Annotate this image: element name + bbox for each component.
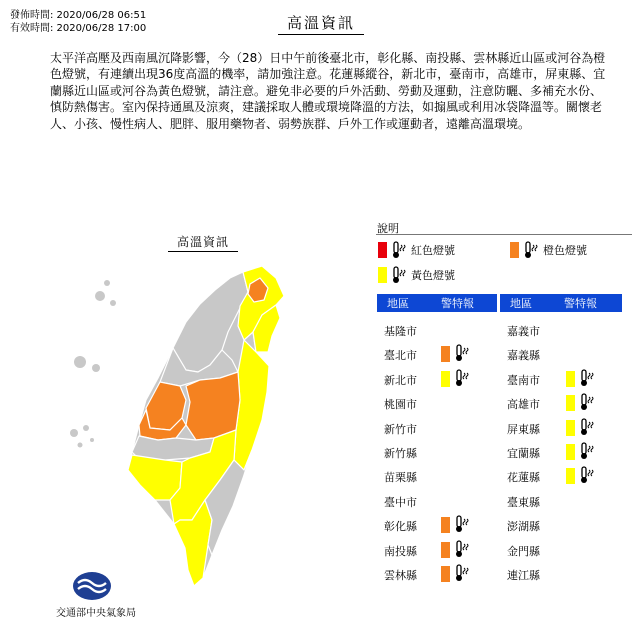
map-penghu-3 bbox=[78, 443, 83, 448]
signal-swatch bbox=[441, 346, 450, 362]
map-tainan bbox=[128, 455, 182, 500]
map-penghu-4 bbox=[90, 438, 94, 442]
thermometer-icon bbox=[454, 344, 470, 362]
thermometer-icon bbox=[579, 442, 595, 460]
legend-divider bbox=[376, 234, 632, 235]
region-name: 新北市 bbox=[384, 373, 417, 387]
table-row bbox=[384, 464, 494, 488]
region-name: 南投縣 bbox=[384, 544, 417, 558]
table-row bbox=[507, 391, 617, 415]
region-name: 彰化縣 bbox=[384, 520, 417, 534]
signal-swatch bbox=[566, 371, 575, 387]
table-row bbox=[384, 513, 494, 537]
signal-swatch bbox=[566, 444, 575, 460]
table-row bbox=[384, 562, 494, 586]
thermometer-icon bbox=[454, 369, 470, 387]
region-name: 屏東縣 bbox=[507, 422, 540, 436]
region-name: 嘉義縣 bbox=[507, 349, 540, 363]
table-row bbox=[507, 489, 617, 513]
issued-time: 發佈時間: 2020/06/28 06:51 bbox=[10, 10, 147, 21]
map-penghu-2 bbox=[83, 425, 89, 431]
legend-title: 說明 bbox=[377, 222, 399, 235]
map-matsu-1 bbox=[95, 291, 105, 301]
signal-swatch bbox=[441, 371, 450, 387]
region-name: 嘉義市 bbox=[507, 325, 540, 338]
region-name: 臺北市 bbox=[384, 349, 417, 363]
table-row bbox=[384, 391, 494, 415]
map-nantou bbox=[186, 372, 240, 440]
table-row bbox=[384, 489, 494, 513]
thermometer-icon bbox=[454, 515, 470, 533]
legend-orange bbox=[510, 241, 587, 259]
table-row bbox=[384, 440, 494, 464]
signal-swatch bbox=[566, 395, 575, 411]
thermometer-icon bbox=[454, 540, 470, 558]
table-row bbox=[384, 367, 494, 391]
thermometer-icon bbox=[579, 393, 595, 411]
legend-red bbox=[378, 241, 455, 259]
region-name: 雲林縣 bbox=[384, 568, 417, 582]
header-region: 地區 bbox=[510, 297, 532, 310]
legend-yellow bbox=[378, 266, 455, 284]
table-row bbox=[507, 513, 617, 537]
table-row bbox=[507, 318, 617, 342]
legend-red-swatch bbox=[378, 242, 387, 258]
table-left-column bbox=[384, 318, 494, 586]
warning-description: 太平洋高壓及西南風沉降影響，今（28）日中午前後臺北市，彰化縣、南投縣、雲林縣近山區或河谷為橙色燈號，有連續出現36度高溫的機率，請加強注意。花蓮縣縱谷，新北市，臺南市，高雄市，屏東縣、宜蘭縣近山區或河谷為黃色燈號，請注意。避免非必要的戶外活動、勞動及運動，注意防曬、多補充水份、慎防熱傷害。室內保持通風及涼爽，建議採取人體或環境降溫的方法，如搧風或利用冰袋降溫等。關懷老人、小孩、慢性病人、肥胖、服用藥物者、弱勢族群、戶外工作或運動者，遠離高溫環境。 bbox=[50, 51, 606, 131]
table-row bbox=[384, 342, 494, 366]
region-name: 基隆市 bbox=[384, 325, 417, 338]
table-row bbox=[507, 562, 617, 586]
legend-yellow-swatch bbox=[378, 267, 387, 283]
region-name: 宜蘭縣 bbox=[507, 446, 540, 460]
table-row bbox=[507, 464, 617, 488]
region-name: 苗栗縣 bbox=[384, 471, 417, 485]
table-row bbox=[507, 367, 617, 391]
region-name: 臺東縣 bbox=[507, 495, 540, 509]
map-kinmen-1 bbox=[74, 356, 86, 368]
table-row bbox=[507, 342, 617, 366]
table-row bbox=[507, 538, 617, 562]
region-name: 高雄市 bbox=[507, 398, 540, 412]
signal-swatch bbox=[441, 542, 450, 558]
cwb-logo-icon bbox=[72, 571, 112, 601]
region-name: 連江縣 bbox=[507, 568, 540, 582]
thermometer-icon bbox=[391, 266, 407, 284]
agency-name: 交通部中央氣象局 bbox=[56, 608, 136, 619]
signal-swatch bbox=[441, 517, 450, 533]
region-name: 金門縣 bbox=[507, 544, 540, 558]
table-row bbox=[384, 318, 494, 342]
thermometer-icon bbox=[391, 241, 407, 259]
table-row bbox=[507, 416, 617, 440]
table-row bbox=[507, 440, 617, 464]
table-row bbox=[384, 416, 494, 440]
header-signal: 警特報 bbox=[564, 297, 597, 310]
legend-orange-label: 橙色燈號 bbox=[543, 244, 587, 257]
region-name: 臺南市 bbox=[507, 373, 540, 387]
thermometer-icon bbox=[579, 466, 595, 484]
region-name: 桃園市 bbox=[384, 398, 417, 412]
table-right-column bbox=[507, 318, 617, 586]
region-name: 臺中市 bbox=[384, 495, 417, 509]
region-name: 新竹縣 bbox=[384, 446, 417, 460]
map-title: 高溫資訊 bbox=[168, 233, 238, 252]
table-header-left bbox=[377, 294, 497, 312]
legend-yellow-label: 黃色燈號 bbox=[411, 269, 455, 282]
region-name: 新竹市 bbox=[384, 422, 417, 436]
thermometer-icon bbox=[454, 564, 470, 582]
region-name: 花蓮縣 bbox=[507, 471, 540, 485]
header-region: 地區 bbox=[387, 297, 409, 310]
valid-time: 有效時間: 2020/06/28 17:00 bbox=[10, 23, 147, 34]
legend-orange-swatch bbox=[510, 242, 519, 258]
signal-swatch bbox=[566, 468, 575, 484]
header-signal: 警特報 bbox=[441, 297, 474, 310]
region-name: 澎湖縣 bbox=[507, 520, 540, 534]
table-row bbox=[384, 538, 494, 562]
signal-swatch bbox=[566, 420, 575, 436]
map-matsu-2 bbox=[110, 300, 116, 306]
map-kinmen-2 bbox=[92, 364, 100, 372]
page-title: 高溫資訊 bbox=[278, 12, 364, 35]
thermometer-icon bbox=[579, 418, 595, 436]
thermometer-icon bbox=[579, 369, 595, 387]
thermometer-icon bbox=[523, 241, 539, 259]
map-penghu-1 bbox=[70, 429, 78, 437]
signal-swatch bbox=[441, 566, 450, 582]
legend-red-label: 紅色燈號 bbox=[411, 244, 455, 257]
map-matsu-3 bbox=[104, 280, 110, 286]
table-header-right bbox=[500, 294, 622, 312]
